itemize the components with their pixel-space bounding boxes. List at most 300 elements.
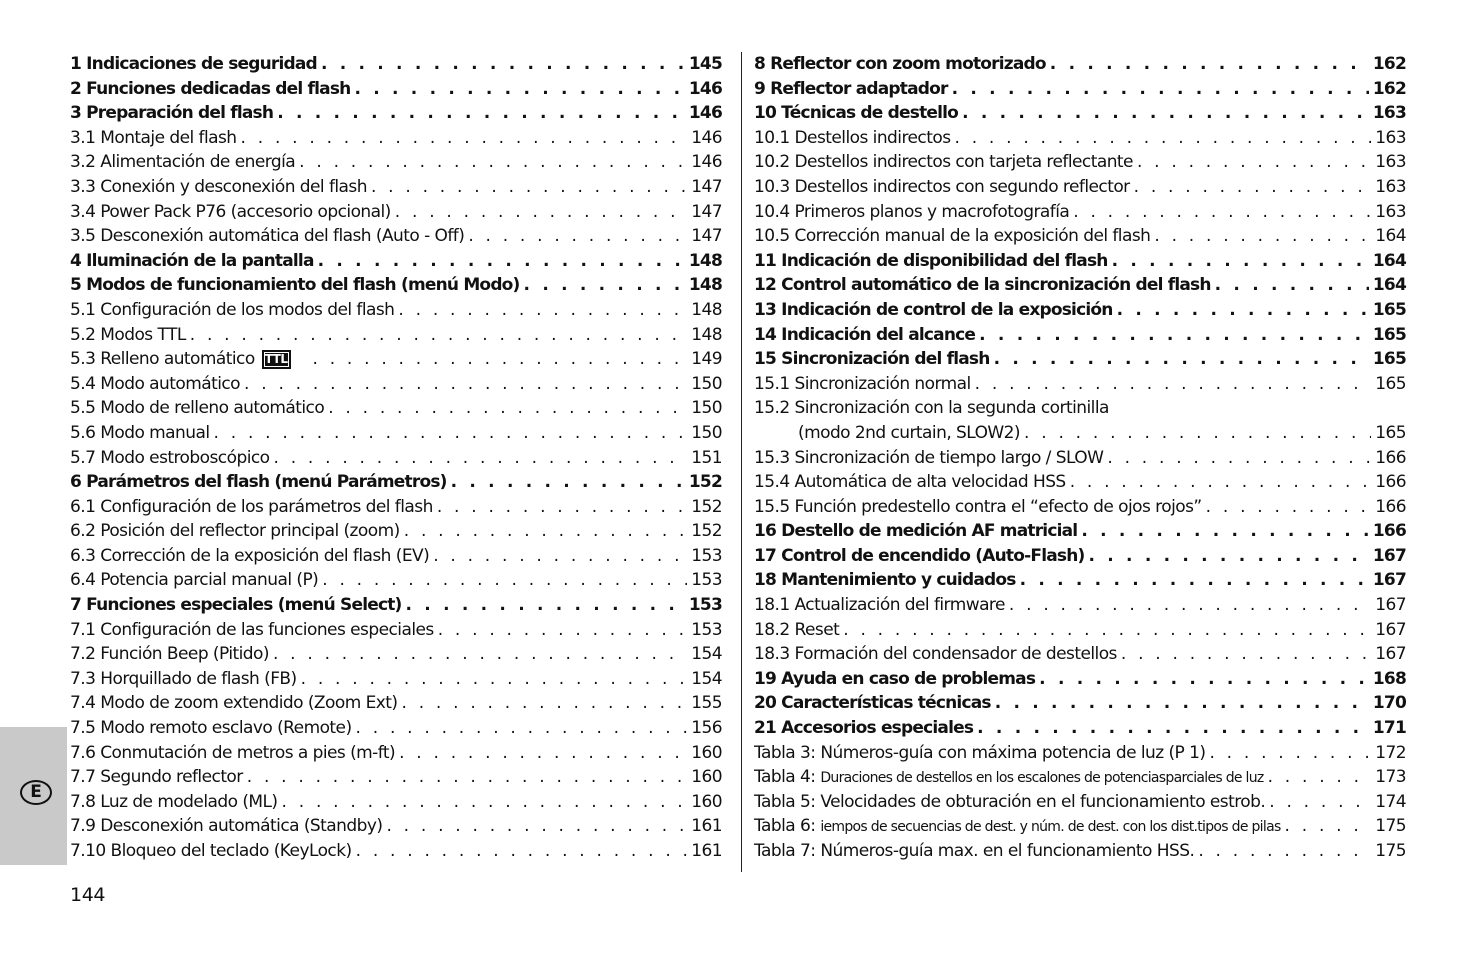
toc-entry-label [754,741,1205,766]
toc-entry[interactable] [70,814,722,839]
toc-entry-text: 3.5 Desconexión automática del flash (Auto - Off) [70,226,465,247]
toc-entry-label [70,52,317,77]
toc-entry[interactable] [70,618,722,643]
toc-entry[interactable] [70,298,722,323]
toc-entry-text: 7.3 Horquillado de flash (FB) [70,668,297,689]
toc-entry-label [70,470,447,495]
toc-entry-label [754,224,1150,249]
toc-entry[interactable] [754,519,1406,544]
toc-entry[interactable] [754,667,1406,692]
toc-entry[interactable] [754,568,1406,593]
toc-entry[interactable] [70,691,722,716]
toc-entry-page: 147 [691,176,722,197]
toc-entry-text: 3.2 Alimentación de energía [70,152,296,173]
toc-entry-text: iempos de secuencias de dest. y núm. de dest. con los dist.tipos de pilas [820,819,1281,836]
toc-entry[interactable] [754,618,1406,643]
toc-entry-text: 11 Indicación de disponibilidad del flash [754,250,1108,271]
toc-entry-page: 164 [1372,275,1406,296]
toc-entry-page: 163 [1375,152,1406,173]
toc-entry-label [70,200,391,225]
toc-entry[interactable] [754,323,1406,348]
dot-leader [468,224,687,249]
toc-entry-label [754,273,1211,298]
dot-leader [244,372,687,397]
toc-entry-label [754,765,1264,791]
toc-entry-page: 168 [1372,668,1406,689]
toc-entry-text: 6.3 Corrección de la exposición del flash (EV) [70,545,430,566]
toc-entry-label [70,814,382,839]
toc-entry-label [70,101,273,126]
dot-leader [395,200,687,225]
dot-leader [356,839,688,864]
toc-entry-text: 7.2 Función Beep (Pitido) [70,644,269,665]
dot-leader [1117,298,1369,323]
toc-entry-text: Tabla 5: Velocidades de obturación en el funcionamiento estrob. [754,791,1266,812]
toc-entry-label [754,593,1005,618]
dot-leader [318,249,685,274]
toc-entry[interactable] [70,741,722,766]
toc-entry-label [754,77,948,102]
toc-entry[interactable] [754,224,1406,249]
toc-entry-page: 165 [1375,422,1406,443]
dot-leader [274,446,688,471]
toc-entry-page: 175 [1375,816,1406,837]
toc-entry[interactable] [754,716,1406,741]
toc-entry[interactable] [70,593,722,618]
dot-leader [1024,421,1371,446]
dot-leader [955,126,1372,151]
toc-entry[interactable] [754,741,1406,766]
toc-entry-page: 151 [691,447,722,468]
toc-column-right [754,52,1406,864]
dot-leader [1209,741,1371,766]
dot-leader [371,175,687,200]
toc-entry-page: 174 [1375,791,1406,812]
toc-entry-text: 18.1 Actualización del firmware [754,595,1005,616]
toc-entry-label [70,667,297,692]
toc-entry-text: 10 Técnicas de destello [754,103,959,124]
toc-entry[interactable] [70,790,722,815]
dot-leader [1198,839,1371,864]
toc-entry-text: 8 Reflector con zoom motorizado [754,54,1046,74]
toc-entry-page: 148 [691,299,722,320]
toc-entry-text: 7 Funciones especiales (menú Select) [70,595,402,616]
column-divider [741,52,742,872]
toc-entry-label [754,716,973,741]
toc-entry-label [754,568,1016,593]
toc-entry-page: 167 [1375,595,1406,616]
dot-leader [328,396,687,421]
toc-entry-page: 167 [1375,644,1406,665]
toc-entry-page: 161 [691,841,722,861]
dot-leader [1121,642,1371,667]
toc-entry-text: 5.5 Modo de relleno automático [70,398,325,419]
dot-leader [438,618,687,643]
dot-leader [1154,224,1371,249]
dot-leader [1268,765,1372,790]
toc-entry-label [754,52,1046,77]
toc-entry-label [70,691,397,716]
dot-leader [386,814,687,839]
toc-entry-page: 166 [1375,447,1406,468]
toc-entry[interactable] [70,175,722,200]
toc-entry[interactable] [70,519,722,544]
toc-entry-text: 2 Funciones dedicadas del flash [70,78,351,99]
dot-leader [1081,519,1369,544]
toc-entry[interactable] [70,470,722,495]
toc-entry-label [70,618,434,643]
toc-entry-label [754,323,975,348]
toc-entry-text: 10.3 Destellos indirectos con segundo reflector [754,176,1130,197]
toc-entry[interactable] [754,544,1406,569]
dot-leader [399,741,687,766]
toc-entry-text: 7.10 Bloqueo del teclado (KeyLock) [70,841,352,861]
toc-entry-text: 15.2 Sincronización con la segunda cortinilla [754,398,1109,419]
toc-entry-text: 10.1 Destellos indirectos [754,127,951,148]
dot-leader [282,790,688,815]
toc-entry[interactable] [70,446,722,471]
toc-entry-label [754,298,1113,323]
toc-entry-text: 3.4 Power Pack P76 (accesorio opcional) [70,201,391,222]
toc-entry-label [70,765,243,790]
dot-leader [321,52,685,77]
toc-entry-page: 165 [1372,299,1406,320]
toc-entry-text: (modo 2nd curtain, SLOW2) [798,422,1021,443]
toc-entry-page: 154 [691,644,722,665]
toc-entry-page: 148 [691,324,722,345]
dot-leader [1039,667,1369,692]
toc-entry-label [70,273,520,298]
toc-entry[interactable] [754,347,1406,372]
toc-entry-page: 154 [691,668,722,689]
toc-entry-page: 152 [691,496,722,517]
toc-entry-label [70,421,210,446]
toc-entry-text: 7.5 Modo remoto esclavo (Remote) [70,718,352,739]
toc-entry-text: 19 Ayuda en caso de problemas [754,668,1036,689]
toc-entry-label [754,470,1066,495]
dot-leader [1215,273,1369,298]
toc-entry-page: 160 [691,767,722,788]
toc-entry-text: 15.5 Función predestello contra el “efecto de ojos rojos” [754,496,1202,517]
toc-entry-label [70,224,464,249]
toc-entry-page: 152 [691,521,722,542]
toc-entry-page: 146 [688,103,722,124]
dot-leader [975,372,1372,397]
toc-entry-text: 5.4 Modo automático [70,373,241,394]
toc-entry-label [754,691,991,716]
toc-entry[interactable] [754,495,1406,520]
toc-entry[interactable] [754,126,1406,151]
toc-entry-page: 160 [691,742,722,763]
toc-entry-prefix: Tabla 4: [754,767,821,788]
toc-entry-page: 164 [1372,250,1406,271]
toc-entry-page: 166 [1375,496,1406,517]
toc-entry[interactable] [70,200,722,225]
toc-entry-label [754,618,839,643]
toc-entry[interactable] [70,642,722,667]
toc-entry-page: 162 [1372,54,1406,74]
toc-entry[interactable] [70,839,722,864]
toc-entry[interactable] [70,249,722,274]
toc-entry[interactable] [70,52,722,77]
dot-leader [977,716,1369,741]
dot-leader [313,347,688,372]
toc-entry[interactable] [754,150,1406,175]
toc-entry-label [70,790,278,815]
toc-entry-text: 10.4 Primeros planos y macrofotografía [754,201,1070,222]
toc-entry-page: 171 [1372,718,1406,739]
toc-entry[interactable] [70,716,722,741]
toc-entry-label [70,126,237,151]
toc-entry-text: 6.4 Potencia parcial manual (P) [70,570,319,591]
toc-entry-page: 175 [1375,841,1406,861]
dot-leader [273,642,687,667]
toc-entry[interactable] [754,101,1406,126]
toc-entry-label [70,372,240,397]
toc-entry-page: 172 [1375,742,1406,763]
dot-leader [1269,790,1371,815]
toc-entry[interactable] [754,249,1406,274]
toc-entry-page: 148 [688,250,722,271]
toc-entry-page: 165 [1375,373,1406,394]
toc-entry-label [70,77,350,102]
dot-leader [401,691,687,716]
toc-entry-text: 3.1 Montaje del flash [70,127,237,148]
toc-entry[interactable] [754,839,1406,864]
dot-leader [1070,470,1372,495]
toc-entry[interactable] [70,323,722,348]
toc-entry-label [70,446,270,471]
toc-entry-page: 166 [1375,472,1406,493]
toc-entry-page: 150 [691,373,722,394]
toc-entry-text: 3 Preparación del flash [70,103,274,124]
toc-entry-text: 15.1 Sincronización normal [754,373,971,394]
toc-entry[interactable] [754,470,1406,495]
dot-leader [406,593,685,618]
toc-entry[interactable] [70,224,722,249]
toc-entry-text: 10.2 Destellos indirectos con tarjeta reflectante [754,152,1133,173]
toc-entry-text: 5.1 Configuración de los modos del flash [70,299,395,320]
toc-entry-text: 5.2 Modos TTL [70,324,186,345]
toc-entry-page: 147 [691,201,722,222]
toc-entry-page: 167 [1375,619,1406,640]
toc-entry-text: 14 Indicación del alcance [754,324,976,345]
toc-entry[interactable] [754,77,1406,102]
toc-entry-page: 153 [688,595,722,616]
toc-entry-page: 165 [1372,324,1406,345]
toc-entry-text: 15.3 Sincronización de tiempo largo / SLOW [754,447,1104,468]
toc-entry[interactable] [70,347,722,372]
toc-entry[interactable] [70,396,722,421]
language-badge: E [20,780,52,805]
toc-entry[interactable] [754,52,1406,77]
toc-entry[interactable] [70,126,722,151]
toc-entry-page: 146 [688,78,722,99]
dot-leader [979,323,1369,348]
toc-entry-text: 7.8 Luz de modelado (ML) [70,791,278,812]
toc-entry[interactable] [754,396,1406,421]
toc-entry-label [70,175,367,200]
toc-entry-label [754,495,1202,520]
toc-entry-page: 156 [691,718,722,739]
toc-column-left [70,52,722,864]
toc-entry-page: 163 [1375,201,1406,222]
toc-entry-text: 21 Accesorios especiales [754,718,974,739]
dot-leader [843,618,1371,643]
toc-entry[interactable] [70,372,722,397]
toc-entry-page: 162 [1372,78,1406,99]
toc-entry[interactable] [754,372,1406,397]
toc-entry-text: 1 Indicaciones de seguridad [70,54,317,74]
toc-entry-label [70,568,318,593]
dot-leader [190,323,687,348]
toc-entry-page: 145 [688,54,722,74]
toc-entry-text: 13 Indicación de control de la exposición [754,299,1113,320]
dot-leader [1206,495,1372,520]
toc-entry-text: 17 Control de encendido (Auto-Flash) [754,545,1085,566]
toc-entry-text: 6 Parámetros del flash (menú Parámetros) [70,472,447,493]
toc-entry-page: 166 [1372,521,1406,542]
toc-entry-label [70,716,352,741]
toc-entry-page: 163 [1372,103,1406,124]
toc-entry-label [754,667,1035,692]
toc-entry[interactable] [754,593,1406,618]
dot-leader [962,101,1369,126]
toc-entry-label [754,396,1109,421]
toc-entry-page: 167 [1372,570,1406,591]
dot-leader [301,667,688,692]
toc-entry-text: 18.2 Reset [754,619,840,640]
dot-leader [1009,593,1371,618]
toc-entry-text: 5.7 Modo estroboscópico [70,447,270,468]
toc-entry-page: 163 [1375,127,1406,148]
toc-entry-label [754,150,1133,175]
toc-entry-page: 153 [691,545,722,566]
toc-entry-label [70,839,352,864]
toc-entry[interactable] [70,667,722,692]
toc-entry-text: 7.7 Segundo reflector [70,767,243,788]
toc-entry-label [70,495,433,520]
toc-entry[interactable] [70,544,722,569]
toc-entry-page: 147 [691,226,722,247]
toc-entry[interactable] [754,765,1406,790]
toc-entry-label [70,593,402,618]
toc-entry-label [70,298,394,323]
toc-entry[interactable] [70,150,722,175]
toc-entry-page: 173 [1375,767,1406,788]
toc-entry-page: 153 [691,619,722,640]
toc-entry-page: 163 [1375,176,1406,197]
toc-entry-page: 167 [1372,545,1406,566]
toc-entry[interactable] [754,200,1406,225]
toc-entry-page: 149 [691,349,722,370]
dot-leader [398,298,687,323]
toc-entry-page: 152 [688,472,722,493]
toc-entry-text: 15 Sincronización del flash [754,349,990,370]
toc-entry-label [754,519,1077,544]
toc-entry-page: 146 [691,152,722,173]
toc-entry-text: 6.1 Configuración de los parámetros del flash [70,496,433,517]
dot-leader [1050,52,1369,77]
toc-entry[interactable] [754,273,1406,298]
toc-entry[interactable] [70,765,722,790]
toc-entry[interactable] [754,790,1406,815]
toc-entry-text: 4 Iluminación de la pantalla [70,250,314,271]
dot-leader [1134,175,1372,200]
toc-entry-label [754,421,1020,446]
toc-entry[interactable] [754,642,1406,667]
toc-entry-label [754,446,1103,471]
toc-entry-page: 160 [691,791,722,812]
toc-entry-text: 5 Modos de funcionamiento del flash (menú Modo) [70,275,520,296]
dot-leader [241,126,688,151]
toc-entry-page: 150 [691,398,722,419]
toc-entry[interactable] [70,77,722,102]
toc-entry-label [70,519,400,544]
toc-entry[interactable] [70,421,722,446]
toc-entry[interactable] [754,446,1406,471]
toc-entry-label [754,126,951,151]
toc-entry[interactable] [754,298,1406,323]
toc-entry-prefix: Tabla 6: [754,816,821,837]
dot-leader [247,765,687,790]
toc-entry-text: Tabla 7: Números-guía max. en el funcionamiento HSS. [754,841,1195,861]
toc-entry[interactable] [754,421,1406,446]
toc-entry-label [754,347,990,372]
toc-entry-label [70,249,314,274]
toc-entry-label [754,642,1117,667]
dot-leader [994,347,1369,372]
dot-leader [1020,568,1369,593]
toc-entry-text: 7.9 Desconexión automática (Standby) [70,816,383,837]
toc-entry-label [70,150,295,175]
toc-entry[interactable] [70,568,722,593]
toc-entry-page: 164 [1375,226,1406,247]
toc-entry-label [754,249,1108,274]
page-number: 144 [70,884,106,906]
dot-leader [1107,446,1371,471]
toc-entry-text: 12 Control automático de la sincronización del flash [754,275,1211,296]
dot-leader [214,421,688,446]
dot-leader [404,519,687,544]
dot-leader [1285,814,1372,839]
toc-entry-label [754,839,1194,864]
dot-leader [451,470,685,495]
toc-entry-text: 20 Características técnicas [754,693,991,714]
toc-entry[interactable] [754,814,1406,839]
dot-leader [1137,150,1371,175]
toc-entry-label [754,372,971,397]
dot-leader [524,273,685,298]
toc-entry-page: 155 [691,693,722,714]
dot-leader [995,691,1369,716]
toc-entry[interactable] [70,273,722,298]
toc-entry-label [70,741,395,766]
dot-leader [299,150,687,175]
toc-entry[interactable] [754,691,1406,716]
toc-entry-text: 7.4 Modo de zoom extendido (Zoom Ext) [70,693,398,714]
dot-leader [437,495,687,520]
toc-entry-label [754,200,1069,225]
toc-entry-text: 6.2 Posición del reflector principal (zoom) [70,521,400,542]
dot-leader [322,568,687,593]
toc-entry[interactable] [754,175,1406,200]
dot-leader [277,101,685,126]
toc-entry[interactable] [70,101,722,126]
toc-entry[interactable] [70,495,722,520]
toc-entry-label [754,101,958,126]
toc-entry-text: 9 Reflector adaptador [754,78,948,99]
